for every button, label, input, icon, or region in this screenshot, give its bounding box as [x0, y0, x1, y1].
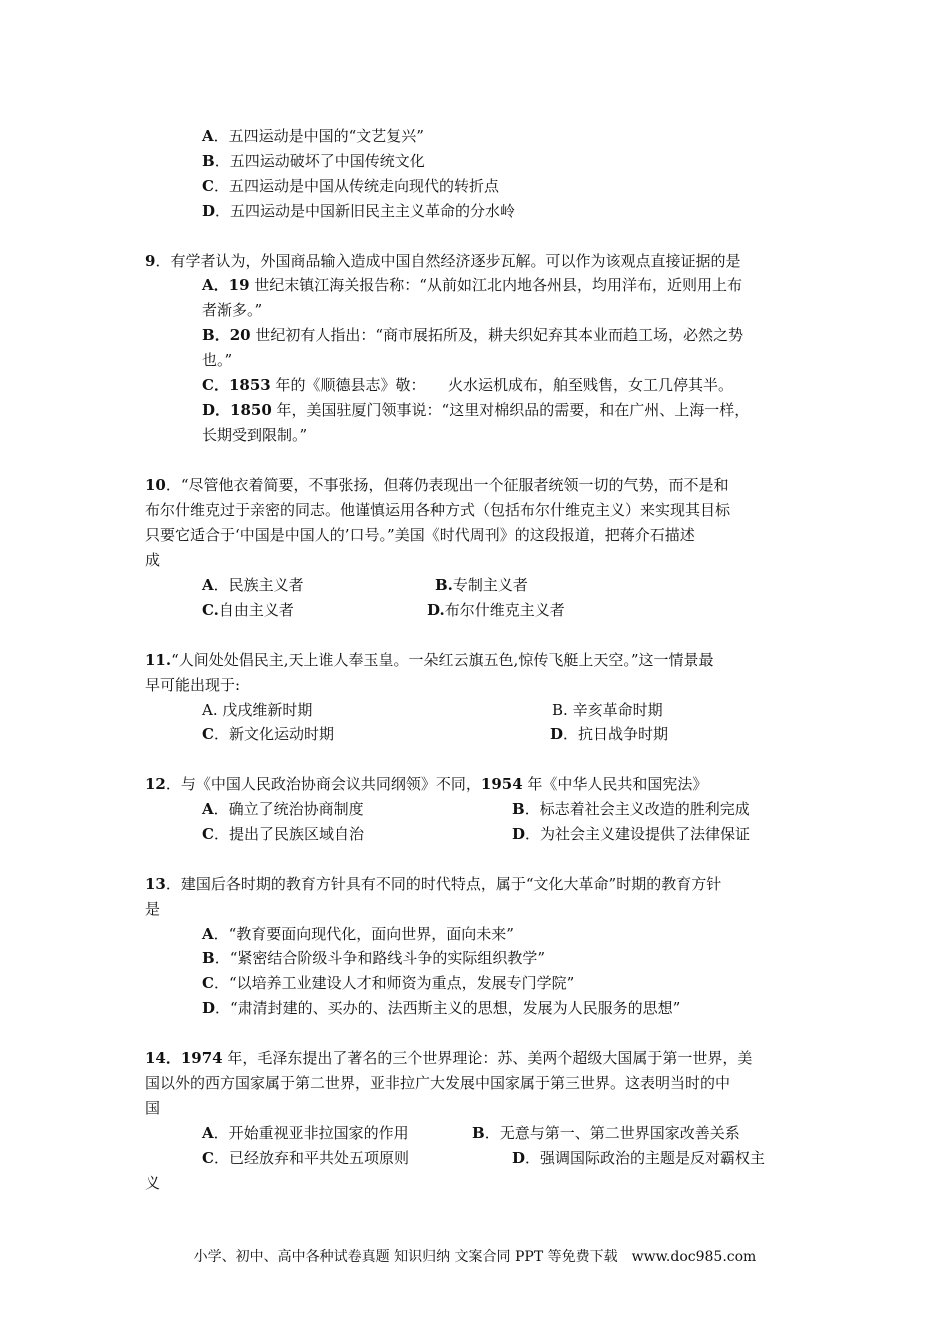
q11-option-c: C．新文化运动时期: [202, 725, 334, 743]
q10-option-d: D.布尔什维克主义者: [427, 601, 565, 619]
q11-option-d: D．抗日战争时期: [550, 725, 669, 743]
q14-option-d: D．强调国际政治的主题是反对霸权主: [512, 1149, 766, 1167]
q11-option-b: B. 辛亥革命时期: [552, 701, 663, 719]
q13-option-a: A．“教育要面向现代化，面向世界，面向未来”: [202, 925, 514, 943]
q8-option-a: A．五四运动是中国的“文艺复兴”: [202, 127, 424, 145]
q11-stem-line2: 早可能出现于:: [145, 676, 241, 694]
q13-stem-line1: 13．建国后各时期的教育方针具有不同的时代特点，属于“文化大革命”时期的教育方针: [145, 875, 722, 893]
q9-option-a-cont: 者渐多。”: [202, 301, 263, 319]
q8-option-d: D．五四运动是中国新旧民主主义革命的分水岭: [202, 202, 516, 220]
q14-stem-line1: 14．1974 年，毛泽东提出了著名的三个世界理论：苏、美两个超级大国属于第一世界，美: [145, 1049, 753, 1067]
q14-stem-line2: 国以外的西方国家属于第二世界，亚非拉广大发展中国家属于第三世界。这表明当时的中: [145, 1074, 731, 1092]
q13-option-b: B．“紧密结合阶级斗争和路线斗争的实际组织教学”: [202, 949, 546, 967]
q12-option-c: C．提出了民族区域自治: [202, 825, 364, 843]
q10-option-b: B.专制主义者: [435, 576, 528, 594]
page-footer: 小学、初中、高中各种试卷真题 知识归纳 文案合同 PPT 等免费下载 www.doc985.com: [193, 1249, 757, 1265]
q10-stem-line2: 布尔什维克过于亲密的同志。他谨慎运用各种方式（包括布尔什维克主义）来实现其目标: [145, 501, 731, 519]
q12-option-d: D．为社会主义建设提供了法律保证: [512, 825, 751, 843]
q14-option-a: A．开始重视亚非拉国家的作用: [202, 1124, 409, 1142]
q9-option-d-cont: 长期受到限制。”: [202, 426, 308, 444]
q14-option-b: B．无意与第一、第二世界国家改善关系: [472, 1124, 740, 1142]
q12-option-b: B．标志着社会主义改造的胜利完成: [512, 800, 750, 818]
q8-option-c: C．五四运动是中国从传统走向现代的转折点: [202, 177, 499, 195]
q14-stem-line3: 国: [145, 1099, 161, 1117]
q9-option-d: D．1850 年，美国驻厦门领事说：“这里对棉织品的需要，和在广州、上海一样，: [202, 401, 750, 419]
q12-option-a: A．确立了统治协商制度: [202, 800, 364, 818]
q9-option-b: B．20 世纪初有人指出：“商市展拓所及，耕夫织妃弃其本业而趋工场，必然之势: [202, 326, 744, 344]
q14-option-c: C．已经放弃和平共处五项原则: [202, 1149, 409, 1167]
q13-option-c: C．“以培养工业建设人才和师资为重点，发展专门学院”: [202, 974, 575, 992]
q10-stem-line4: 成: [145, 551, 161, 569]
q13-option-d: D．“肃清封建的、买办的、法西斯主义的思想，发展为人民服务的思想”: [202, 999, 681, 1017]
q10-stem-line3: 只要它适合于‘中国是中国人的’口号。”美国《时代周刊》的这段报道，把蒋介石描述: [145, 526, 695, 544]
q13-stem-line2: 是: [145, 900, 161, 918]
q9-option-a: A．19 世纪末镇江海关报告称：“从前如江北内地各州县，均用洋布，近则用上布: [202, 276, 742, 294]
q14-option-d-cont: 义: [145, 1174, 161, 1192]
q11-stem-line1: 11.“人间处处倡民主,天上谁人奉玉皇。一朵红云旗五色,惊传飞艇上天空。”这一情景最: [145, 651, 714, 669]
q10-stem-line1: 10．“尽管他衣着简要，不事张扬，但蒋仍表现出一个征服者统领一切的气势，而不是和: [145, 476, 729, 494]
q11-option-a: A. 戊戌维新时期: [202, 701, 313, 719]
q10-option-c: C.自由主义者: [202, 601, 294, 619]
q9-stem: 9．有学者认为，外国商品输入造成中国自然经济逐步瓦解。可以作为该观点直接证据的是: [145, 252, 741, 270]
q12-stem: 12．与《中国人民政治协商会议共同纲领》不同，1954 年《中华人民共和国宪法》: [145, 775, 708, 793]
q9-option-b-cont: 也。”: [202, 351, 233, 369]
q10-option-a: A．民族主义者: [202, 576, 304, 594]
q9-option-c: C．1853 年的《顺德县志》敬： 火水运机成布，舶至贱售，女工几停其半。: [202, 376, 733, 394]
q8-option-b: B．五四运动破坏了中国传统文化: [202, 152, 425, 170]
